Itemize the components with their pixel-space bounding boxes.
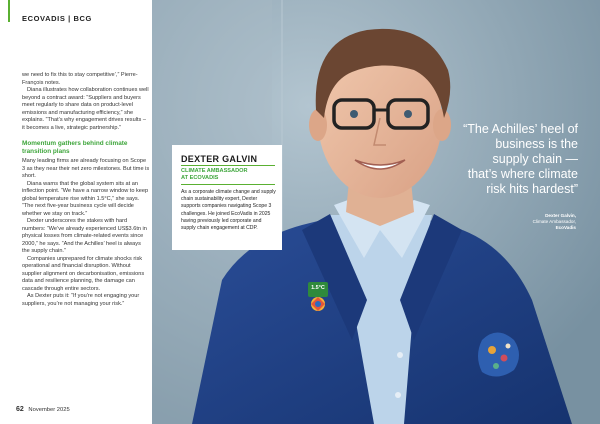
divider <box>181 184 275 185</box>
page-footer <box>16 406 70 413</box>
profile-box <box>172 145 282 250</box>
article-body <box>22 72 150 308</box>
attribution-company: EcoVadis <box>555 225 576 230</box>
paragraph: As Dexter puts it: “If you’re not engaging your suppliers, you’re not managing your risk.” <box>22 293 140 307</box>
quote-attribution <box>480 213 576 231</box>
pull-quote: “The Achilles’ heel of business is the supply chain — that’s where climate risk hits hardest” <box>463 122 578 196</box>
paragraph: Diana warns that the global system sits at an inflection point. “We have a narrow window to keep global temperature rise within 1.5°C,” she says. “The next five-year business cycle will decide whether we stay on track.” <box>22 180 149 217</box>
attribution-name: Dexter Galvin, <box>545 213 576 218</box>
profile-role-line: CLIMATE AMBASSADOR <box>181 168 248 174</box>
pin-label: 1.5°C <box>311 285 325 291</box>
page-number: 62 <box>16 406 24 413</box>
accent-bar <box>8 0 10 22</box>
climate-pin <box>307 282 329 312</box>
paragraph: Dexter underscores the stakes with hard numbers: “We’ve already experienced US$3.6tn in physical losses from climate-related events since 2000,” he says. “And the Achilles’ heel is always the supply chain.” <box>22 218 147 254</box>
pocket-square <box>478 333 519 377</box>
profile-role-line: AT ECOVADIS <box>181 175 219 181</box>
profile-name: DEXTER GALVIN <box>181 154 258 164</box>
publication-header: ECOVADIS | BCG <box>22 14 92 23</box>
section-subhead: Momentum gathers behind climate transition plans <box>22 140 128 155</box>
profile-bio: As a corporate climate change and supply chain sustainability expert, Dexter supports companies navigating Scope 3 challenges. He joined EcoVadis in 2025 having previously led corporate and supply chain engagement at CDP. <box>181 189 276 232</box>
paragraph: Diana illustrates how collaboration continues well beyond a contract award: “Suppliers and buyers meet regularly to share data on product-level emissions and manufacturing efficiency,” she explains. “That’s why engagement drives results – it becomes a live, strategic partnership.” <box>22 87 149 131</box>
paragraph: Companies unprepared for climate shocks risk operational and financial disruption. Without supplier alignment on decarbonisation, emissions data and resilience planning, the damage can cascade through entire sectors. <box>22 255 145 292</box>
issue-date: November 2025 <box>28 407 70 413</box>
article-column <box>0 0 152 424</box>
attribution-role: Climate Ambassador, <box>532 219 576 224</box>
profile-role <box>181 168 275 182</box>
divider <box>181 165 275 166</box>
paragraph: Many leading firms are already focusing on Scope 3 as they near their net zero milestones. But time is short. <box>22 158 150 179</box>
paragraph: we need to fix this to stay competitive’,” Pierre-François notes. <box>22 72 138 86</box>
